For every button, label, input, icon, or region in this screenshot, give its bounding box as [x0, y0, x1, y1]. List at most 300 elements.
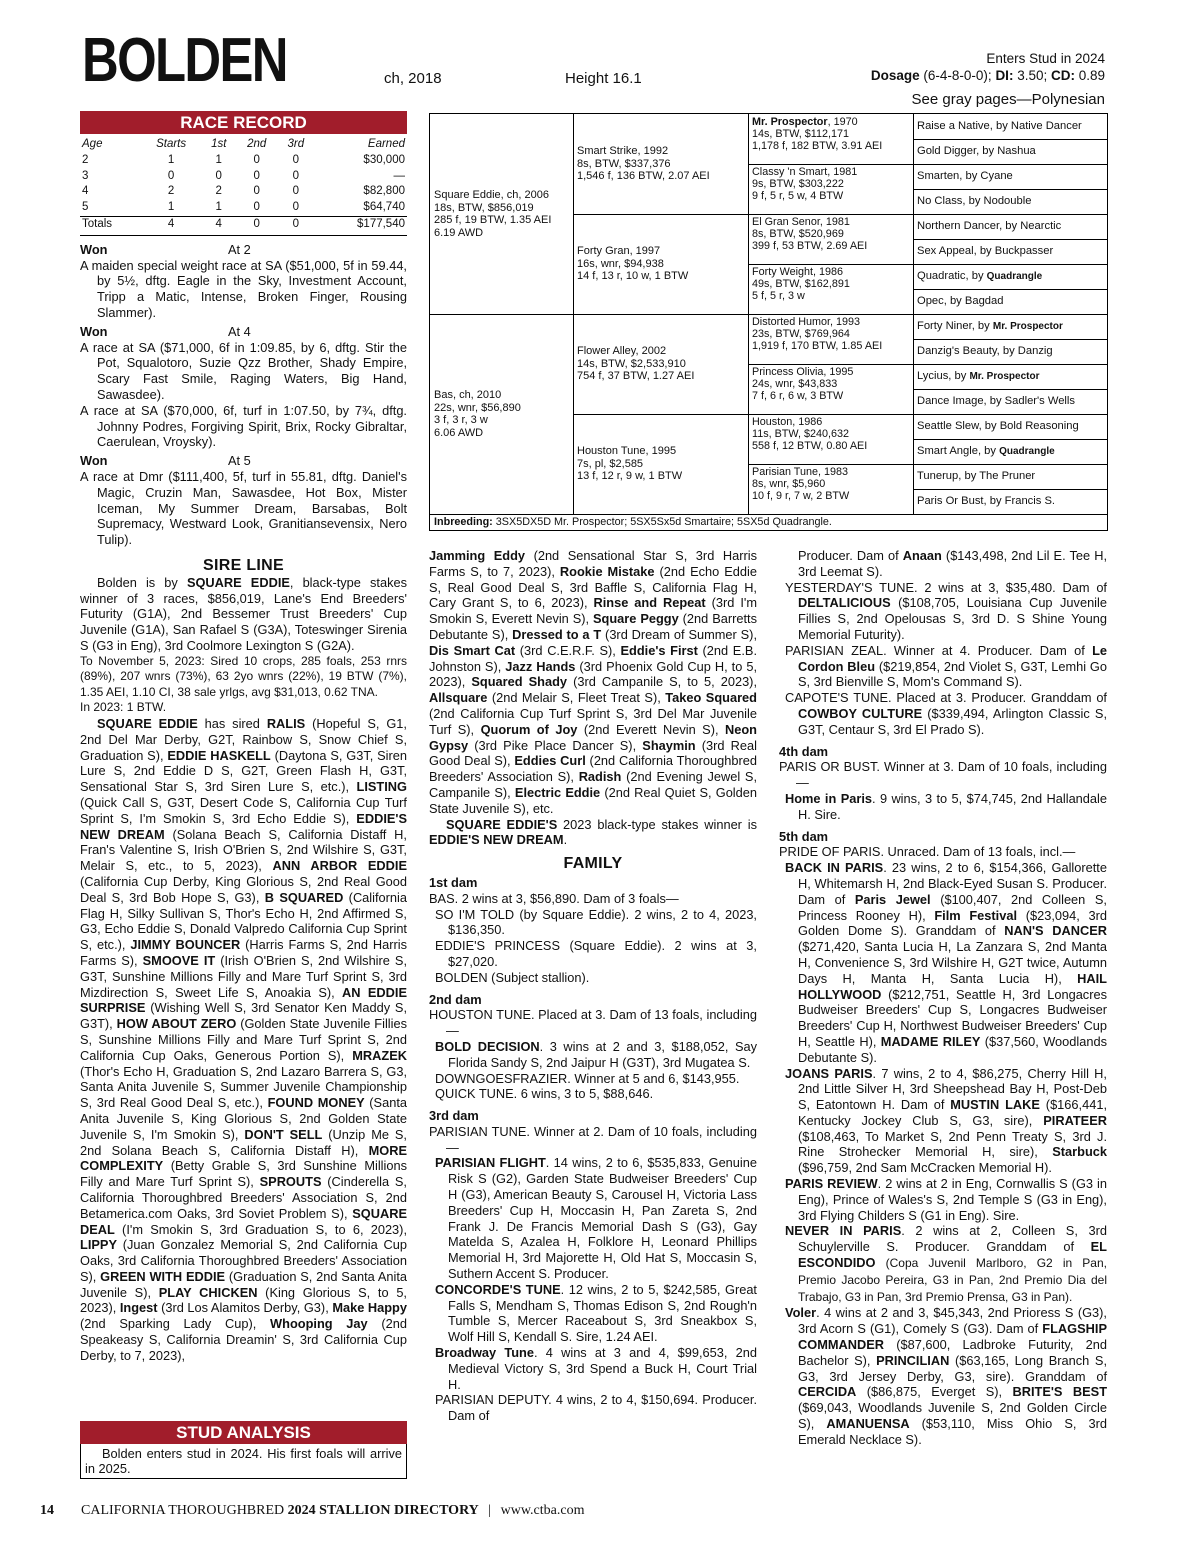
height: Height 16.1 — [565, 70, 642, 87]
cell: $82,800 — [363, 185, 405, 198]
cell: 3 — [82, 169, 89, 182]
progeny-name: PLAY CHICKEN — [158, 1284, 258, 1300]
cell: 0 — [167, 169, 175, 182]
foal: BOLDEN (Subject stallion). — [435, 969, 590, 985]
pedigree-entry: Flower Alley, 2002 14s, BTW, $2,533,910 754 f, 37 BTW, 1.27 AEI — [577, 345, 695, 383]
text: . 3 wins at 2 and 3, $188,052, Say Florida Sandy S, 2nd Jaipur H (G3T), 3rd Mugatea S. — [448, 1038, 757, 1070]
sire-intro — [80, 575, 407, 654]
dam5: PRIDE OF PARIS. Unraced. Dam of 13 foals, incl.— — [779, 844, 1076, 860]
pedigree-gen3-cell — [752, 416, 909, 464]
di-label: DI: — [995, 68, 1014, 83]
progeny-detail: (2nd Speakeasy S, California Dreamin' S, 3rd California Cup Derby, to 7, 2023), — [80, 1316, 407, 1363]
foal: EDDIE'S PRINCESS (Square Eddie). 2 wins at 3, $27,020. — [435, 938, 757, 969]
stakes-winner: BOLD DECISION — [435, 1038, 540, 1054]
header-right — [871, 50, 1105, 84]
text: has sired — [197, 716, 267, 731]
col-3rd: 3rd — [287, 138, 305, 150]
pedigree-entry: Northern Dancer, by Nearctic — [917, 220, 1062, 232]
pedigree-gen4-cell — [917, 114, 1103, 139]
progeny-paragraph — [80, 716, 407, 1364]
text: ($212,751, Seattle H, 3rd Longacres Budweiser Breeders' Cup S, Longacres Budweiser Breeders' Cup H, Northwest Budweiser Breeders' Cup H, Seattle H), — [798, 986, 1107, 1049]
text: . 14 wins, 2 to 6, $535,833, Genuine Risk S (G2), Garden State Budweiser Breeders' Cup H (G3), American Beauty S, Carousel H, Victoria Lass Breeders' Cup H, Moccasin H, Pan Zareta S, 2nd Frank J. De Francis Memorial Dash S (G3), Gay Matelda S, Azalea H, Folklore H, Leonard Phillips Memorial H, 3rd Majorette H, Old Hat S, Moccasin S, Suthern Accent S. Producer. — [448, 1155, 757, 1282]
stakes-winner: DELTALICIOUS — [798, 595, 891, 611]
stakes-placed: Broadway Tune — [435, 1345, 534, 1361]
dam2: HOUSTON TUNE. Placed at 3. Dam of 13 foals, including— — [429, 1007, 757, 1039]
progeny-name: Squared Shady — [471, 674, 568, 690]
progeny-detail: (2nd Sensational Star S, 3rd Harris Farms S, to 7, 2023), — [429, 548, 757, 579]
pedigree-gen4-cell — [917, 439, 1103, 464]
pedigree-ancestor-name: Mr. Prospector — [752, 116, 828, 128]
pedigree-divider — [748, 214, 913, 215]
dosage-label: Dosage — [870, 68, 920, 83]
won-label: Won — [80, 241, 108, 257]
progeny-name: JIMMY BOUNCER — [130, 937, 241, 953]
text: ($108,463, To Market S, 2nd Penn Treaty S, 3rd J. Rine Strohecker Memorial H, sire), — [798, 1128, 1107, 1160]
di-value: 3.50; — [1013, 68, 1051, 83]
progeny-detail: (Irish O'Brien S, 2nd Wilshire S, G3T, Sunshine Millions Filly and Mare Turf Sprint S, 3rd Mizdirection S, Sweet Life S, Anoakia S), — [80, 952, 408, 1000]
pedigree-gen3-cell — [752, 466, 909, 514]
stud-analysis-text: Bolden enters stud in 2024. His first foals will arrive in 2025. — [80, 1444, 407, 1479]
pedigree-gen4-cell — [917, 289, 1103, 314]
dam4-heading: 4th dam — [779, 743, 829, 759]
pedigree-entry: Quadratic, by — [917, 270, 987, 282]
text: ($86,875, Everget S), — [856, 1384, 1013, 1400]
pedigree-entry: Opec, by Bagdad — [917, 295, 1004, 307]
pedigree-entry: Distorted Humor, 1993 23s, BTW, $769,964 1,919 f, 170 BTW, 1.85 AEI — [752, 316, 883, 353]
stakes-winner: PIRATEER — [1043, 1112, 1107, 1128]
footer — [40, 1503, 584, 1519]
stakes-winner: MADAME RILEY — [880, 1033, 981, 1049]
pedigree-divider — [748, 164, 913, 165]
pedigree-divider — [748, 314, 913, 315]
cell: 0 — [292, 153, 299, 166]
foal — [429, 1039, 757, 1071]
dam2-heading: 2nd dam — [429, 991, 482, 1007]
cell: 0 — [253, 185, 260, 198]
pedigree-gen3-cell — [752, 316, 909, 364]
foal — [779, 690, 1107, 737]
foal-cont — [779, 548, 1107, 580]
race-description: A race at Dmr ($111,400, 5f, turf in 55.81, dftg. Daniel's Magic, Cruzin Man, Sawasdee, Hot Box, Mister Iceman, My Summer Dream, Barsabas, Bolt Supremacy, Westward Look, Granitiansevensix, Nero Tulip). — [80, 468, 407, 548]
pedigree-divider — [748, 264, 913, 265]
pedigree-divider — [748, 414, 913, 415]
horse-name: BOLDEN — [82, 26, 287, 95]
cell: 1 — [167, 201, 175, 214]
pedigree-entry: Lycius, by — [917, 370, 970, 382]
progeny-detail: (3rd C.E.R.F. S), — [515, 642, 621, 658]
cell: 0 — [292, 217, 299, 230]
cell: 0 — [292, 169, 299, 182]
inbreeding-text: 3SX5DX5D Mr. Prospector; 5SX5Sx5d Smartaire; 5SX5d Quadrangle. — [492, 516, 832, 528]
progeny-name: Shaymin — [642, 737, 696, 753]
foal: SO I'M TOLD (by Square Eddie). 2 wins, 2 to 4, 2023, $136,350. — [435, 906, 757, 938]
pedigree-entry: Forty Gran, 1997 16s, wnr, $94,938 14 f, 13 r, 10 w, 1 BTW — [577, 245, 689, 283]
race-description: A race at SA ($71,000, 6f in 1:09.85, by 6, dftg. Stir the Pot, Squalotoro, Suzie Qzz Brother, Shady Empire, Scary Fast Smile, Raging Waters, Big Hand, Sawasdee). — [80, 339, 407, 402]
stakes-winner: NAN'S DANCER — [1004, 923, 1107, 939]
stud-analysis — [80, 1421, 407, 1479]
pedigree-entry: Smart Strike, 1992 8s, BTW, $337,376 1,546 f, 136 BTW, 2.07 AEI — [577, 145, 710, 183]
cell: 0 — [253, 201, 260, 214]
progeny-detail: (2nd California Cup Turf Sprint S, 3rd Del Mar Juvenile Turf S), — [429, 705, 757, 737]
foal — [779, 1305, 1107, 1447]
pedigree-gen1-cell — [434, 314, 569, 514]
progeny-detail: (Harris Farms S, 2nd Harris Farms S), — [80, 937, 407, 968]
stakes-winner: MUSTIN LAKE — [950, 1097, 1040, 1113]
text: YESTERDAY'S TUNE. 2 wins at 3, $35,480. Dam of — [785, 579, 1107, 595]
separator: | — [488, 1503, 492, 1518]
progeny-detail: (California Cup Derby, King Glorious S, 2nd Real Good Deal S, 3rd Bob Hope S, G3), — [80, 873, 407, 905]
middle-column — [429, 548, 757, 1424]
dam1: BAS. 2 wins at 3, $56,890. Dam of 3 foals— — [429, 890, 679, 906]
cell: 2 — [82, 153, 89, 166]
color-year: ch, 2018 — [384, 70, 442, 87]
text: ($100,407, 2nd Colleen S, Princess Rooney H), — [798, 891, 1107, 923]
pedigree-inbreeding — [434, 515, 1103, 530]
right-column — [779, 548, 1107, 1448]
pedigree-entry: Seattle Slew, by Bold Reasoning — [917, 420, 1079, 432]
progeny-name: RALIS — [266, 716, 306, 731]
progeny-detail: (2nd Sparking Lady Cup), — [80, 1316, 271, 1332]
text: ($69,043, Woodlands Juvenile S, 2nd Golden Circle S), — [798, 1400, 1107, 1432]
pedigree-entry: , 1970 14s, BTW, $112,171 1,178 f, 182 BTW, 3.91 AEI — [752, 116, 883, 153]
progeny-name: Radish — [578, 769, 622, 785]
stud-analysis-title: STUD ANALYSIS — [80, 1421, 407, 1444]
progeny-name: Rookie Mistake — [559, 563, 655, 579]
dam3-heading: 3rd dam — [429, 1108, 479, 1124]
pedigree-gen1-cell — [434, 114, 569, 314]
cell: 0 — [253, 217, 260, 230]
table-row — [80, 153, 407, 169]
pedigree-ancestor-name: Quadrangle — [986, 271, 1043, 282]
progeny-detail: (2nd California Thoroughbred Breeders' Association S), — [429, 753, 757, 785]
pedigree-ancestor-name: Quadrangle — [999, 446, 1055, 457]
pedigree-chart — [429, 113, 1108, 531]
progeny-detail: (California Flag H, Silky Sullivan S, Thor's Echo H, 2nd Affirmed S, G3, Echo Eddie S, Donald Valpredo California Cup Sprint S, etc.), — [80, 889, 407, 953]
progeny-detail: (3rd Campanile S, to 5, 2023), — [567, 674, 757, 690]
col-earned: Earned — [367, 138, 405, 150]
text: ($87,600, Ladbroke Futurity, 2nd Bachelor S), — [798, 1337, 1107, 1368]
stakes-placed: Film Festival — [934, 907, 1018, 923]
progeny-detail: (Quick Call S, G3T, Desert Code S, California Cup Turf Sprint S, I'm Smokin S, 3rd Echo Eddie S), — [80, 794, 407, 826]
progeny-detail: (2nd Barretts Debutante S), — [429, 611, 758, 642]
text: ($108,705, Louisiana Cup Juvenile Fillies S, 2nd Opelousas S, 3rd D. S Shine Young Memorial Futurity). — [798, 595, 1107, 642]
pedigree-gen4-cell — [917, 389, 1103, 414]
stakes-winner: EL ESCONDIDO — [798, 1239, 1107, 1271]
pedigree-gen4-cell — [917, 189, 1103, 214]
pedigree-entry: Houston, 1986 11s, BTW, $240,632 558 f, 12 BTW, 0.80 AEI — [752, 416, 868, 453]
text: Producer. Dam of — [798, 548, 903, 563]
text: , black-type stakes winner of 3 races, $856,019, Lane's End Breeders' Futurity (G1A), 2nd Bessemer Trust Breeders' Cup Juvenile (G1A), San Rafael S (G3A), Toteswinger Sirenia S (G3 in Eng), 3rd Coolmore Lexington S (G2A). — [80, 574, 407, 653]
text: . 2 wins at 2, Colleen S, 3rd Schuylerville S. Producer. Granddam of — [798, 1223, 1107, 1255]
publication-title: CALIFORNIA THOROUGHBRED — [81, 1503, 288, 1518]
sire-name: SQUARE EDDIE'S — [446, 816, 558, 832]
text: CAPOTE'S TUNE. Placed at 3. Producer. Granddam of — [785, 690, 1107, 706]
stakes-winner: FLAGSHIP COMMANDER — [798, 1321, 1107, 1353]
pedigree-entry: Bas, ch, 2010 22s, wnr, $56,890 3 f, 3 r, 3 w 6.06 AWD — [434, 389, 521, 439]
cell: 1 — [167, 153, 175, 166]
cell: 1 — [215, 153, 222, 166]
cell: 0 — [253, 153, 260, 166]
enters-stud: Enters Stud in 2024 — [986, 51, 1105, 66]
text: PARISIAN ZEAL. Winner at 4. Producer. Dam of — [785, 642, 1093, 658]
progeny-detail: (2nd Everett Nevin S), — [577, 721, 725, 737]
stakes-winner: HAIL HOLLYWOOD — [798, 970, 1107, 1002]
progeny-name: SPROUTS — [259, 1174, 322, 1190]
pedigree-entry: Gold Digger, by Nashua — [917, 145, 1036, 157]
progeny-detail: (3rd Los Alamitos Derby, G3), — [157, 1300, 333, 1316]
text: ($23,094, 3rd Golden Dome S). Granddam of — [798, 907, 1107, 939]
text: ($63,165, Long Branch S, G3, 3rd Jersey Derby, G3, sire). Granddam of — [798, 1352, 1107, 1384]
text: PARISIAN DEPUTY. 4 wins, 2 to 4, $150,694. Producer. Dam of — [435, 1392, 757, 1424]
progeny-name: Jazz Hands — [505, 658, 576, 674]
col-age: Age — [82, 138, 103, 150]
stakes-placed: Home in Paris — [785, 790, 872, 806]
pedigree-gen4-cell — [917, 489, 1103, 514]
table-row — [80, 169, 407, 185]
progeny-detail: (3rd Dream of Summer S), — [601, 626, 757, 642]
progeny-detail: (2nd Echo Eddie S, Real Good Deal S, 3rd Baffle S, California Flag H, Cary Grant S, to 6, 2023), — [429, 563, 757, 611]
progeny-detail: (Unzip Me S, 2nd Solana Beach S, California Distaff H), — [80, 1126, 407, 1158]
progeny-detail: (2nd Evening Jewel S, Campanile S), — [429, 769, 757, 800]
text: ($53,110, Miss Ohio S, 3rd Emerald Necklace S). — [798, 1416, 1107, 1447]
pedigree-gen4-cell — [917, 314, 1103, 339]
progeny-name: Whooping Jay — [270, 1316, 368, 1332]
stakes-winner: AMANUENSA — [826, 1416, 910, 1432]
text: . 12 wins, 2 to 5, $242,585, Great Falls S, Mendham S, Thomas Edison S, 2nd Rough'n Tumble S, Mercer Raceabout S, 3rd Sneakbox S, Wolf Hill S, Kendall S. Sire, 1.24 AEI. — [448, 1281, 757, 1345]
progeny-name: SQUARE DEAL — [80, 1205, 407, 1237]
pedigree-divider — [748, 464, 913, 465]
cell: 5 — [82, 201, 89, 214]
stakes-winner: JOANS PARIS — [785, 1065, 873, 1081]
cell: 1 — [215, 201, 222, 214]
table-row — [80, 200, 407, 216]
page-number: 14 — [40, 1503, 54, 1518]
progeny-name: LIPPY — [80, 1237, 117, 1253]
text: ($96,759, 2nd Sam McCracken Memorial H). — [798, 1160, 1052, 1176]
progeny-name: HOW ABOUT ZERO — [116, 1016, 237, 1032]
progeny-name: SMOOVE IT — [142, 952, 216, 968]
progeny-detail: (I'm Smokin S, 3rd Graduation S, to 6, 2023), — [114, 1221, 407, 1237]
progeny-name: EDDIE HASKELL — [167, 747, 271, 763]
pedigree-gen4-cell — [917, 264, 1103, 289]
pedigree-entry: No Class, by Nodouble — [917, 195, 1032, 207]
sire-in2023: In 2023: 1 BTW. — [80, 700, 167, 715]
left-column — [80, 111, 407, 1364]
pedigree-entry: Square Eddie, ch, 2006 18s, BTW, $856,019 285 f, 19 BTW, 1.35 AEI 6.19 AWD — [434, 189, 552, 239]
won-label: Won — [80, 453, 108, 469]
stakes-winner: BACK IN PARIS — [785, 860, 884, 876]
pedigree-ancestor-name: Mr. Prospector — [992, 321, 1063, 332]
cell: 0 — [215, 169, 222, 182]
progeny-detail: (King Glorious S, to 5, 2023), — [80, 1284, 407, 1316]
pedigree-ancestor-name: Mr. Prospector — [969, 371, 1040, 382]
progeny-name: Ingest — [119, 1300, 158, 1316]
progeny-name: Electric Eddie — [514, 784, 601, 800]
progeny-name: Jamming Eddy — [429, 548, 526, 563]
pedigree-gen4-cell — [917, 364, 1103, 389]
progeny-name: Allsquare — [429, 690, 488, 706]
cell: 2 — [167, 185, 175, 198]
pedigree-entry: Princess Olivia, 1995 24s, wnr, $43,833 7 f, 6 r, 6 w, 3 BTW — [752, 366, 854, 403]
pedigree-entry: El Gran Senor, 1981 8s, BTW, $520,969 399 f, 53 BTW, 2.69 AEI — [752, 216, 868, 253]
progeny-name: Eddie's First — [620, 642, 698, 658]
progeny-detail: (Graduation S, 2nd Santa Anita Juvenile S), — [80, 1268, 407, 1300]
pedigree-gen4-cell — [917, 164, 1103, 189]
progeny-name: Takeo Squared — [665, 690, 757, 706]
pedigree-gen3-cell — [752, 116, 909, 164]
progeny-name: Dis Smart Cat — [429, 642, 516, 658]
race-description: A race at SA ($70,000, 6f, turf in 1:07.50, by 7¾, dftg. Johnny Podres, Forgiving Spirit, Brix, Rocky Gibraltar, Caerulean, Vroysky). — [80, 402, 407, 450]
pedigree-entry: Sex Appeal, by Buckpasser — [917, 245, 1054, 257]
foal — [429, 1392, 757, 1424]
inbreeding-label: Inbreeding: — [434, 516, 493, 528]
foal — [779, 791, 1107, 823]
text: . 2 wins at 2 in Eng, Cornwallis S (G3 in Eng), Prince of Wales's S, 2nd Temple S (G3 in Eng), 3rd Flying Childers S (G1 in Eng). Sire. — [798, 1176, 1107, 1223]
pedigree-entry: Forty Weight, 1986 49s, BTW, $162,891 5 f, 5 r, 3 w — [752, 266, 850, 303]
foal — [779, 860, 1107, 1065]
at-age: At 5 — [228, 453, 251, 469]
progeny-detail: (Wishing Well S, 3rd Senator Ken Maddy S, G3T), — [80, 1000, 407, 1032]
pedigree-entry: Smart Angle, by — [917, 445, 1000, 457]
stakes-placed: Paris Jewel — [854, 891, 931, 907]
at-age: At 4 — [228, 323, 251, 339]
foal: DOWNGOESFRAZIER. Winner at 5 and 6, $143,955. — [435, 1070, 740, 1086]
cell: $177,540 — [357, 217, 405, 230]
race-record-title: RACE RECORD — [80, 111, 407, 134]
text: . 23 wins, 2 to 6, $154,366, Gallorette H, Whitemarsh H, 2nd Black-Eyed Susan S. Producer. Dam of — [798, 860, 1107, 907]
stakes-winner: PARIS REVIEW — [785, 1176, 878, 1192]
foal — [779, 1066, 1107, 1177]
progeny-name: Square Peggy — [593, 611, 679, 627]
cell: Totals — [82, 217, 113, 230]
foal — [779, 643, 1107, 690]
progeny-detail: (Daytona S, G3T, Siren Lure S, 2nd Eddie D S, G2T, Green Flash H, G3T, Sensational Star S, 3rd Siren Lure S, etc.), — [80, 747, 408, 795]
pedigree-gen3-cell — [752, 166, 909, 214]
cell: 0 — [292, 185, 299, 198]
pedigree-entry: Dance Image, by Sadler's Wells — [917, 395, 1076, 407]
progeny-detail: (2nd E.B. Johnston S), — [429, 642, 757, 674]
cell: — — [393, 169, 405, 182]
pedigree-gen4-cell — [917, 414, 1103, 439]
stakes-winner: PRINCILIAN — [876, 1352, 950, 1368]
family-title: FAMILY — [563, 855, 623, 873]
progeny-detail: (Santa Anita Juvenile S, King Glorious S, 2nd Golden State Juvenile S, I'm Smokin S), — [80, 1095, 408, 1142]
progeny-name: B SQUARED — [264, 889, 344, 905]
text: ($339,494, Arlington Classic S, G3T, Centaur S, 3rd El Prado S). — [798, 705, 1108, 737]
text: ($37,560, Woodlands Debutante S). — [798, 1033, 1107, 1065]
pedigree-gen3-cell — [752, 216, 909, 264]
stakes-placed: Starbuck — [1052, 1144, 1107, 1160]
cell: 4 — [82, 185, 89, 198]
progeny-detail: (2nd Real Quiet S, Golden State Juvenile S), etc. — [429, 784, 758, 816]
pedigree-entry: Paris Or Bust, by Francis S. — [917, 495, 1056, 507]
progeny-detail: (3rd Phoenix Gold Cup H, to 5, 2023), — [429, 658, 758, 690]
foal — [429, 1345, 757, 1392]
progeny-name: MRAZEK — [352, 1047, 407, 1063]
at-age: At 2 — [228, 241, 251, 257]
bt-winner — [429, 817, 757, 849]
foal — [779, 1176, 1107, 1223]
pedigree-gen4-cell — [917, 239, 1103, 264]
foal — [779, 580, 1107, 643]
text: . — [563, 832, 568, 848]
pedigree-gen3-cell — [752, 366, 909, 414]
race-record-header — [80, 137, 407, 153]
text: . 4 wins at 2 and 3, $45,343, 2nd Prioress S (G3), 3rd Acorn S (G1), Comely S (G3). Dam of — [798, 1305, 1107, 1337]
table-row — [80, 184, 407, 200]
col-2nd: 2nd — [247, 138, 267, 150]
progeny-name: EDDIE'S NEW DREAM — [80, 810, 407, 842]
progeny-name: FOUND MONEY — [267, 1095, 365, 1111]
foal — [429, 1155, 757, 1281]
cell: 2 — [215, 185, 222, 198]
progeny-detail: (Betty Grable S, 3rd Sunshine Millions Filly and Mare Turf Sprint S), — [80, 1158, 407, 1190]
win-heading — [80, 324, 407, 340]
foal — [429, 1282, 757, 1345]
text: (Copa Juvenil Marlboro, G2 in Pan, Premio Jacobo Pereira, G3 in Pan, 2nd Premio Dia del Trabajo, G3 in Pan, 3rd Premio Prensa, G3 in Pan). — [798, 1256, 1107, 1304]
text: ($219,854, 2nd Violet S, G3T, Lemhi Go S, 3rd Bienville S, Mom's Command S). — [798, 658, 1108, 690]
text: ($166,441, Kentucky Jockey Club S, G3, sire), — [798, 1097, 1107, 1128]
pedigree-entry: Tunerup, by The Pruner — [917, 470, 1036, 482]
see-gray-pages: See gray pages—Polynesian — [911, 91, 1105, 108]
foal: QUICK TUNE. 6 wins, 3 to 5, $88,646. — [435, 1086, 654, 1102]
website-link[interactable]: www.ctba.com — [500, 1503, 585, 1518]
stakes-winner: BRITE'S BEST — [1012, 1384, 1108, 1400]
progeny-name: Eddies Curl — [514, 753, 586, 769]
col-starts: Starts — [156, 138, 187, 150]
progeny-paragraph-cont — [429, 548, 757, 817]
pedigree-divider — [748, 364, 913, 365]
progeny-detail: (3rd Pike Place Dancer S), — [468, 737, 643, 753]
dam4: PARIS OR BUST. Winner at 3. Dam of 10 foals, including— — [779, 759, 1107, 791]
sire-stats: To November 5, 2023: Sired 10 crops, 285 foals, 253 rnrs (89%), 207 wnrs (73%), 63 2yo wnrs (22%), 19 BTW (7%), 1.35 AEI, 1.10 CI, 38 sale yrlgs, avg $31,013, 0.62 TNA. — [80, 653, 407, 699]
pedigree-gen3-cell — [752, 266, 909, 314]
text: . 7 wins, 2 to 4, $86,275, Cherry Hill H, 2nd Little Silver H, 3rd Sheepshead Bay H, Post-Deb S, Eatontown H. Dam of — [798, 1065, 1107, 1113]
winner-name: EDDIE'S NEW DREAM — [429, 832, 564, 848]
sire-name: SQUARE EDDIE — [97, 716, 198, 731]
text: Bolden is by — [97, 574, 187, 590]
pedigree-entry: Parisian Tune, 1983 8s, wnr, $5,960 10 f, 9 r, 7 w, 2 BTW — [752, 466, 850, 503]
sire-line-title: SIRE LINE — [203, 556, 284, 574]
stakes-winner: NEVER IN PARIS — [785, 1223, 902, 1239]
progeny-name: LISTING — [356, 779, 407, 795]
progeny-name: ANN ARBOR EDDIE — [272, 858, 408, 874]
publication-title-bold: 2024 STALLION DIRECTORY — [287, 1503, 479, 1518]
stakes-winner: CONCORDE'S TUNE — [435, 1281, 561, 1297]
win-heading — [80, 453, 407, 469]
progeny-name: GREEN WITH EDDIE — [100, 1268, 226, 1284]
cell: 0 — [253, 169, 260, 182]
dam3: PARISIAN TUNE. Winner at 2. Dam of 10 foals, including— — [429, 1123, 757, 1155]
pedigree-gen4-cell — [917, 339, 1103, 364]
progeny-detail: (Golden State Juvenile Fillies S, Sunshine Millions Filly and Mare Turf Sprint S, 2nd California Cup Oaks, Generous Portion S), — [80, 1016, 408, 1063]
pedigree-gen2-cell — [577, 414, 744, 514]
foal — [779, 1223, 1107, 1305]
cd-value: 0.89 — [1074, 68, 1105, 83]
pedigree-gen4-cell — [917, 464, 1103, 489]
win-heading — [80, 242, 407, 258]
pedigree-gen4-cell — [917, 139, 1103, 164]
progeny-detail: (Solana Beach S, California Distaff H, Fran's Valentine S, Irish O'Brien S, 2nd Wilshire S, G3T, Melair S, etc., to 5, 2023), — [80, 826, 407, 874]
text: . 4 wins at 3 and 4, $99,653, 2nd Medieval Victory S, 3rd Spend a Buck H, Court Trial H. — [448, 1345, 757, 1392]
sire-name: SQUARE EDDIE — [186, 574, 290, 590]
stakes-winner: CERCIDA — [798, 1384, 857, 1400]
col-1st: 1st — [211, 138, 227, 150]
cell: $64,740 — [363, 201, 405, 214]
progeny-detail: (Juan Gonzalez Memorial S, 2nd California Cup Oaks, 3rd California Thoroughbred Breeders' Association S), — [80, 1237, 407, 1284]
dosage-value: (6-4-8-0-0); — [919, 68, 996, 83]
stakes-winner: COWBOY CULTURE — [798, 705, 923, 721]
